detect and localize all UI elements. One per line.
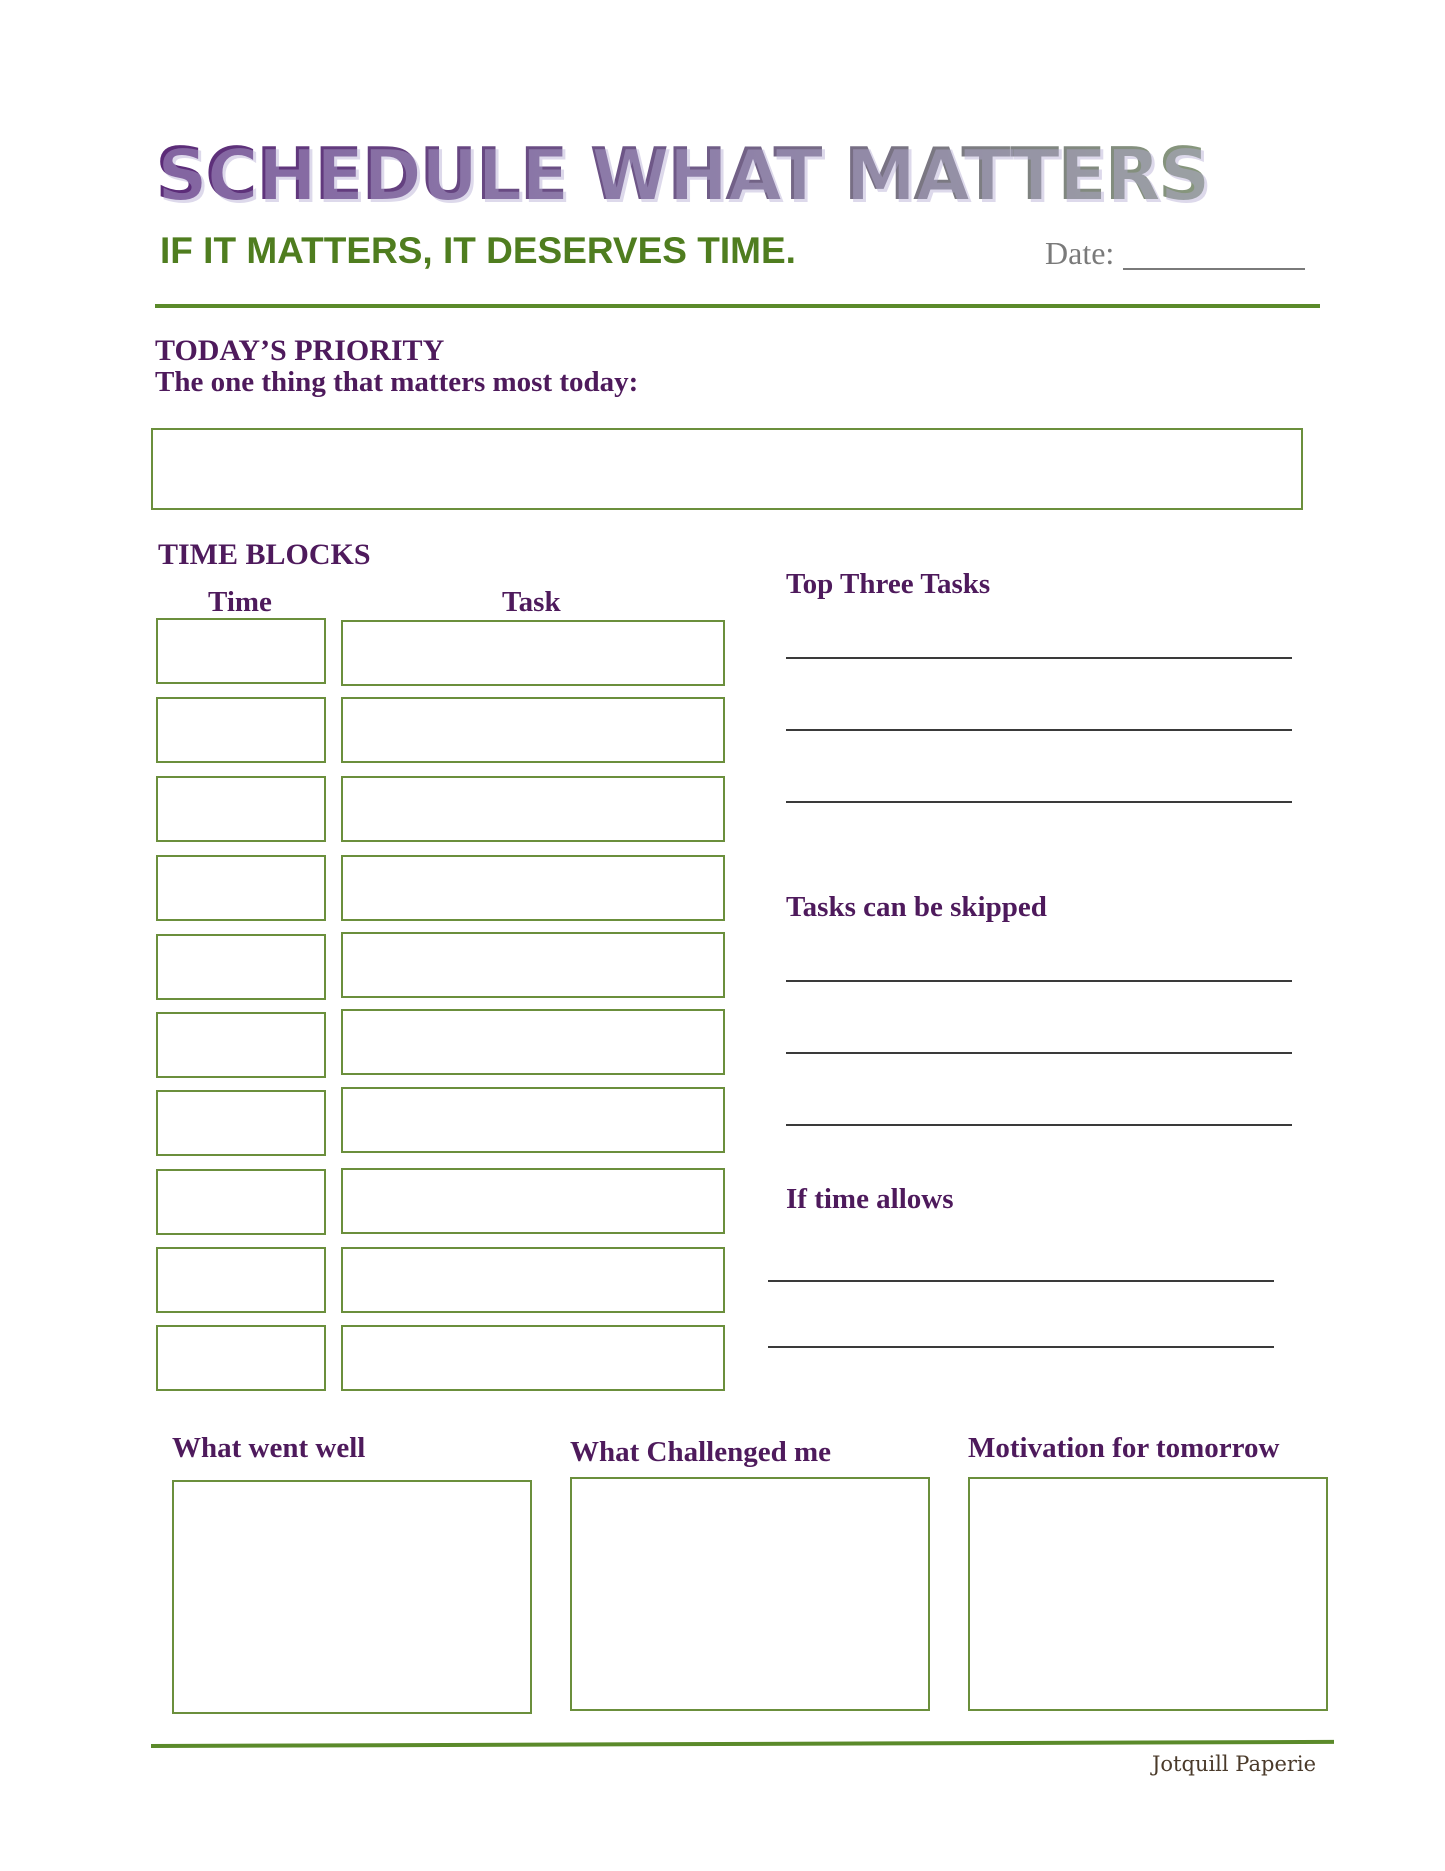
- time-block-task-field[interactable]: [341, 932, 725, 998]
- skippable-task-line[interactable]: [786, 1052, 1292, 1054]
- time-block-time-field[interactable]: [156, 1090, 326, 1156]
- time-column-header: Time: [208, 586, 272, 618]
- if-time-line[interactable]: [768, 1280, 1274, 1282]
- challenged-heading: What Challenged me: [570, 1436, 831, 1468]
- task-column-header: Task: [502, 586, 561, 618]
- motivation-box[interactable]: [968, 1477, 1328, 1711]
- priority-heading: TODAY’S PRIORITY: [155, 334, 445, 367]
- challenged-box[interactable]: [570, 1477, 930, 1711]
- priority-subheading: The one thing that matters most today:: [155, 366, 639, 398]
- time-block-time-field[interactable]: [156, 1247, 326, 1313]
- skippable-task-line[interactable]: [786, 1124, 1292, 1126]
- time-block-time-field[interactable]: [156, 1169, 326, 1235]
- footer-divider: [151, 1740, 1334, 1748]
- motivation-heading: Motivation for tomorrow: [968, 1432, 1280, 1464]
- time-block-task-field[interactable]: [341, 697, 725, 763]
- brand-name: Jotquill Paperie: [1152, 1752, 1317, 1776]
- top-task-line[interactable]: [786, 801, 1292, 803]
- date-label: Date:: [1045, 235, 1115, 271]
- skippable-heading: Tasks can be skipped: [786, 891, 1047, 923]
- time-block-time-field[interactable]: [156, 934, 326, 1000]
- time-block-time-field[interactable]: [156, 1325, 326, 1391]
- if-time-heading: If time allows: [786, 1183, 954, 1215]
- time-block-task-field[interactable]: [341, 1325, 725, 1391]
- skippable-task-line[interactable]: [786, 980, 1292, 982]
- time-block-task-field[interactable]: [341, 1087, 725, 1153]
- if-time-line[interactable]: [768, 1346, 1274, 1348]
- time-block-time-field[interactable]: [156, 776, 326, 842]
- time-block-task-field[interactable]: [341, 620, 725, 686]
- time-block-task-field[interactable]: [341, 1168, 725, 1234]
- time-block-time-field[interactable]: [156, 1012, 326, 1078]
- date-field-line[interactable]: [1123, 268, 1305, 270]
- time-block-time-field[interactable]: [156, 855, 326, 921]
- time-block-task-field[interactable]: [341, 776, 725, 842]
- went-well-box[interactable]: [172, 1480, 532, 1714]
- top-task-line[interactable]: [786, 657, 1292, 659]
- time-block-task-field[interactable]: [341, 1247, 725, 1313]
- time-block-time-field[interactable]: [156, 618, 326, 684]
- top-three-heading: Top Three Tasks: [786, 568, 991, 600]
- top-task-line[interactable]: [786, 729, 1292, 731]
- time-block-task-field[interactable]: [341, 855, 725, 921]
- header-divider: [155, 304, 1320, 308]
- page-subtitle: IF IT MATTERS, IT DESERVES TIME.: [160, 230, 796, 271]
- priority-input-box[interactable]: [151, 428, 1303, 510]
- went-well-heading: What went well: [172, 1432, 366, 1464]
- time-block-time-field[interactable]: [156, 697, 326, 763]
- page-title: SCHEDULE WHAT MATTERS: [155, 132, 1208, 216]
- time-block-task-field[interactable]: [341, 1009, 725, 1075]
- time-blocks-heading: TIME BLOCKS: [158, 538, 371, 571]
